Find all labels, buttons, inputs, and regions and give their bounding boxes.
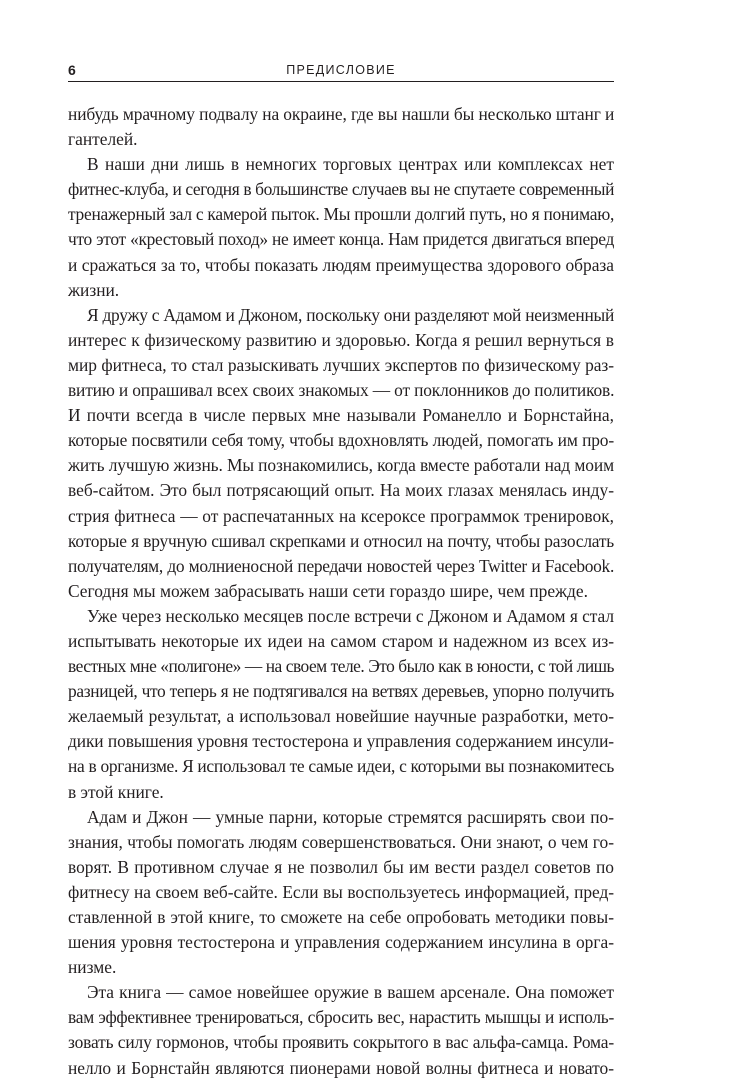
page-number: 6 (68, 62, 76, 78)
text-line: на в организме. Я использовал те самые идеи, с которыми вы познакомитесь (68, 756, 614, 777)
text-line: ставленной в этой книге, то сможете на себе опробовать методики повы- (68, 907, 614, 927)
paragraph (68, 604, 614, 805)
text-line: стрия фитнеса — от распечатанных на ксероксе программок тренировок, (68, 505, 614, 526)
text-line: что этот «крестовый поход» не имеет конца. Нам придется двигаться вперед (68, 229, 614, 250)
text-line: шения уровня тестостерона и управления содержанием инсулина в орга- (68, 932, 614, 953)
text-line: испытывать некоторые их идеи на самом старом и надежном из всех из- (68, 630, 614, 651)
body-text (68, 102, 614, 1081)
text-line: Адам и Джон — умные парни, которые стремятся расширять свои по- (87, 806, 614, 827)
paragraph (68, 805, 614, 981)
text-line: тренажерный зал с камерой пыток. Мы прошли долгий путь, но я понимаю, (68, 204, 615, 225)
text-line: фитнесу на своем веб-сайте. Если вы воспользуетесь информацией, пред- (68, 881, 614, 902)
text-line: желаемый результат, а использовал новейшие научные разработки, мето- (68, 706, 614, 727)
text-line: фитнес-клуба, и сегодня в большинстве случаев вы не спутаете современный (68, 179, 614, 200)
text-line: зовать силу гормонов, чтобы проявить сокрытого в вас альфа-самца. Рома- (68, 1032, 614, 1053)
text-line: Сегодня мы можем забрасывать наши сети гораздо шире, чем прежде. (68, 580, 588, 601)
text-line: которые я вручную сшивал скрепками и относил на почту, чтобы разослать (68, 530, 614, 551)
text-line: нибудь мрачному подвалу на окраине, где вы нашли бы несколько штанг и (68, 104, 615, 124)
paragraph (68, 303, 614, 604)
text-line: И почти всегда в числе первых мне называли Романелло и Борнстайна, (68, 405, 614, 426)
text-line: Эта книга — самое новейшее оружие в вашем арсенале. Она поможет (87, 982, 614, 1003)
text-line: которые посвятили себя тому, чтобы вдохновлять людей, помогать им про- (68, 430, 614, 451)
text-line: В наши дни лишь в немногих торговых центрах или комплексах нет (87, 154, 614, 175)
text-line: и сражаться за то, чтобы показать людям преимущества здорового образа (68, 254, 614, 275)
header-divider (68, 81, 614, 82)
text-line: жизни. (68, 279, 120, 300)
paragraph (68, 102, 614, 152)
text-line: разницей, что теперь я не подтягивался на ветвях деревьев, упорно получить (68, 681, 614, 702)
text-line: вам эффективнее тренироваться, сбросить вес, нарастить мышцы и исполь- (68, 1007, 614, 1028)
text-line: дики повышения уровня тестостерона и управления содержанием инсули- (68, 731, 614, 752)
text-line: интерес к физическому развитию и здоровью. Когда я решил вернуться в (68, 329, 614, 350)
text-line: в этой книге. (68, 781, 164, 802)
text-line: мир фитнеса, то стал разыскивать лучших экспертов по физическому раз- (68, 354, 614, 375)
section-title: ПРЕДИСЛОВИЕ (286, 63, 396, 77)
text-line: витию и опрашивал всех своих знакомых — от поклонников до политиков. (68, 380, 615, 401)
text-line: ворят. В противном случае я не позволил бы им вести раздел советов по (68, 856, 614, 877)
text-line: жить лучшую жизнь. Мы познакомились, когда вместе работали над моим (68, 455, 615, 476)
running-head (68, 62, 614, 80)
text-line: веб-сайтом. Это был потрясающий опыт. На моих глазах менялась инду- (68, 480, 614, 501)
text-line: получателям, до молниеносной передачи новостей через Twitter и Facebook. (68, 555, 614, 576)
text-line: вестных мне «полигоне» — на своем теле. Это было как в юности, с той лишь (68, 656, 614, 677)
text-line: знания, чтобы помогать людям совершенствоваться. Они знают, о чем го- (68, 831, 614, 852)
text-line: Я дружу с Адамом и Джоном, поскольку они разделяют мой неизменный (87, 304, 614, 325)
text-line: гантелей. (68, 129, 138, 150)
text-line: низме. (68, 957, 117, 978)
text-line: нелло и Борнстайн являются пионерами новой волны фитнеса и новато- (68, 1057, 614, 1078)
text-line: Уже через несколько месяцев после встречи с Джоном и Адамом я стал (87, 605, 614, 626)
paragraph (68, 152, 614, 303)
paragraph (68, 980, 614, 1080)
